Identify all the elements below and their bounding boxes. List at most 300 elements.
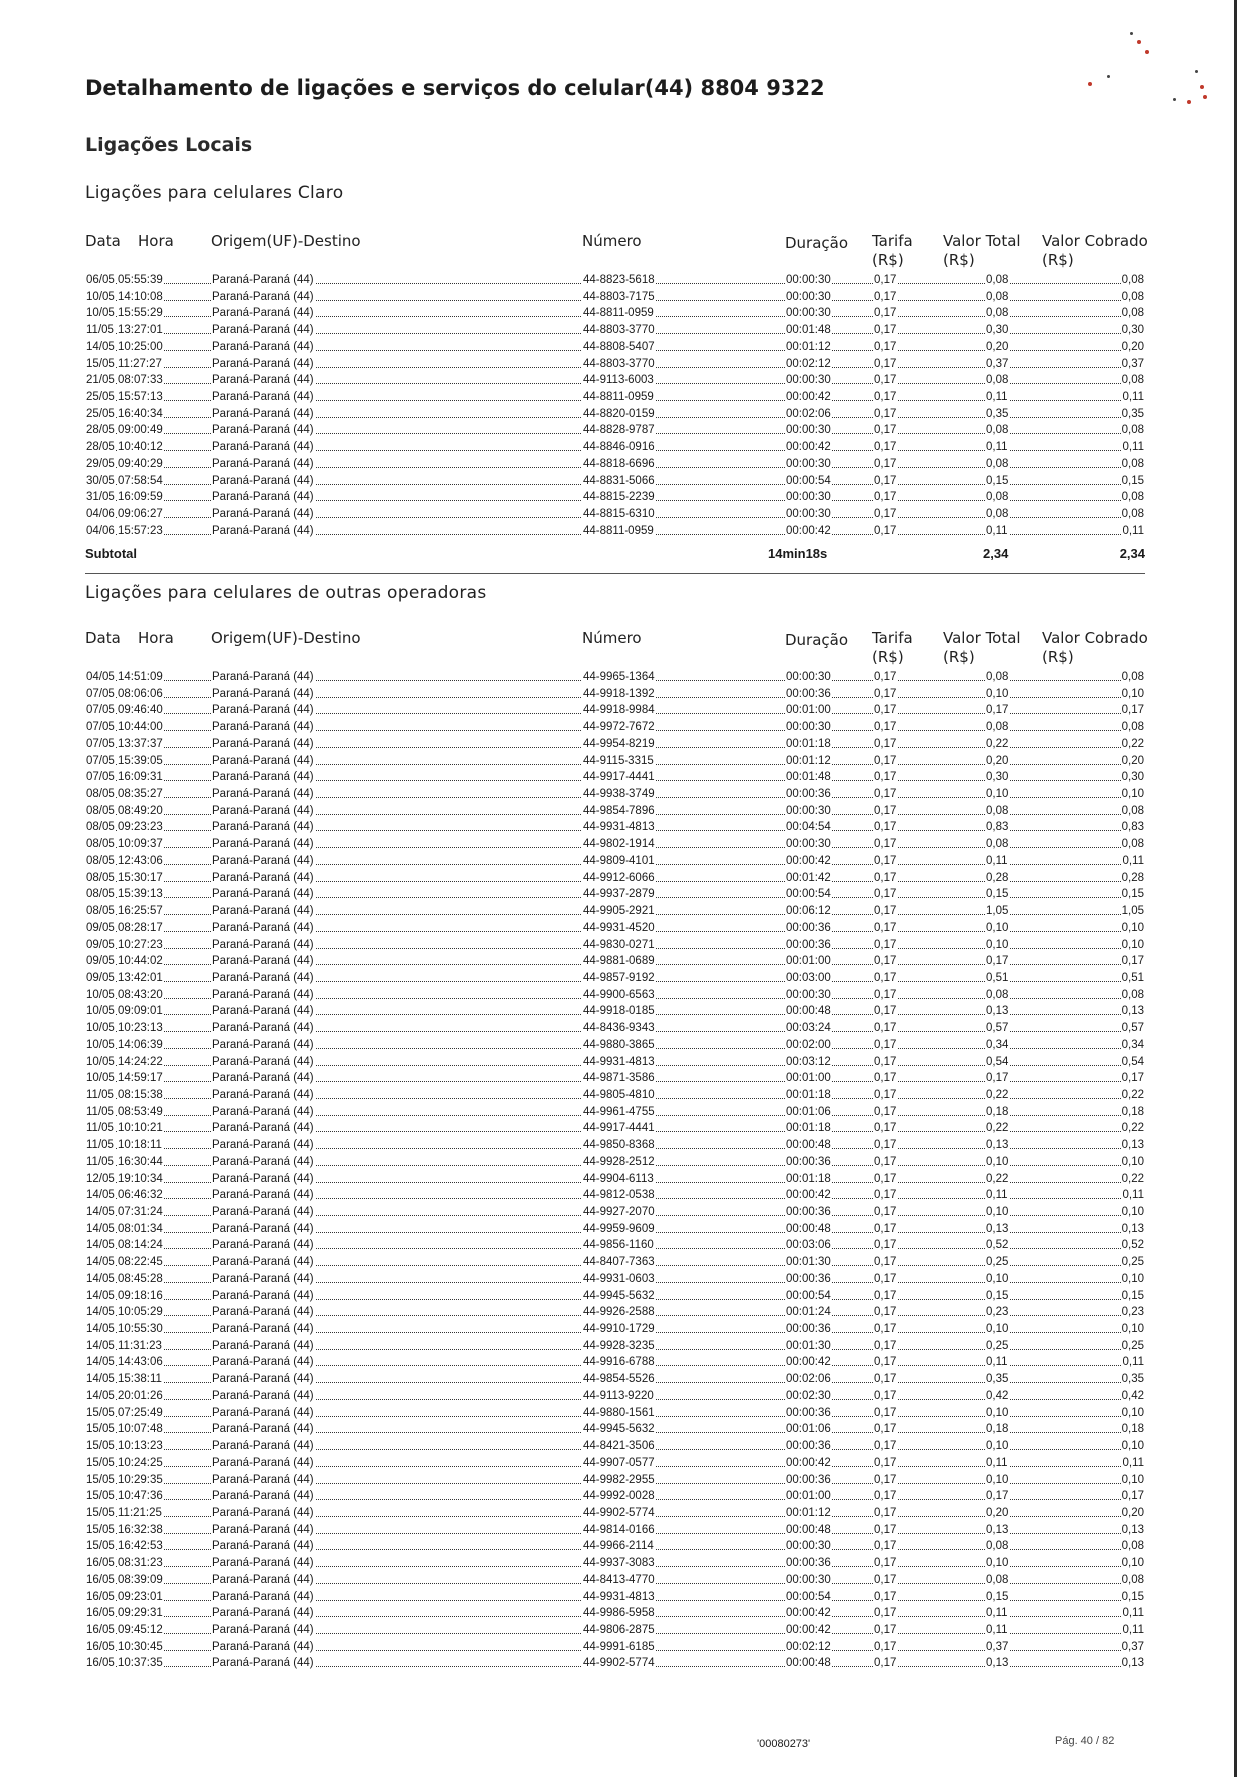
cell-vc: 0,10 bbox=[1121, 788, 1144, 801]
table-row bbox=[85, 1037, 1145, 1054]
cell-orig: Paraná-Paraná (44) bbox=[212, 290, 314, 303]
cell-vt: 0,17 bbox=[986, 955, 1009, 968]
table-row bbox=[85, 886, 1145, 903]
cell-vc: 0,18 bbox=[1121, 1423, 1144, 1436]
cell-orig: Paraná-Paraná (44) bbox=[212, 788, 314, 801]
table-row bbox=[85, 1572, 1145, 1589]
cell-data: 11/05 bbox=[86, 324, 114, 337]
table-row bbox=[85, 506, 1145, 523]
cell-dur: 00:00:42 bbox=[786, 441, 831, 454]
cell-orig: Paraná-Paraná (44) bbox=[212, 921, 314, 934]
cell-vc: 0,10 bbox=[1121, 1323, 1144, 1336]
cell-num: 44-9907-0577 bbox=[583, 1456, 655, 1469]
cell-orig: Paraná-Paraná (44) bbox=[212, 1189, 314, 1202]
table-row bbox=[85, 523, 1145, 540]
cell-orig: Paraná-Paraná (44) bbox=[212, 1490, 314, 1503]
cell-num: 44-8436-9343 bbox=[583, 1022, 655, 1035]
cell-data: 11/05 bbox=[86, 1105, 114, 1118]
cell-orig: Paraná-Paraná (44) bbox=[212, 1473, 314, 1486]
table-claro-title: Ligações para celulares Claro bbox=[85, 183, 344, 203]
cell-hora: 13:37:37 bbox=[118, 737, 163, 750]
cell-tar: 0,17 bbox=[874, 274, 897, 286]
cell-dur: 00:01:24 bbox=[786, 1306, 831, 1319]
cell-dur: 00:00:54 bbox=[786, 1289, 831, 1302]
cell-orig: Paraná-Paraná (44) bbox=[212, 905, 314, 918]
cell-dur: 00:01:30 bbox=[786, 1256, 831, 1269]
cell-data: 10/05 bbox=[86, 1005, 115, 1018]
cell-data: 16/05 bbox=[86, 1657, 115, 1670]
cell-num: 44-9900-6563 bbox=[583, 988, 655, 1001]
table-row bbox=[85, 753, 1145, 770]
cell-data: 29/05 bbox=[86, 457, 115, 470]
cell-hora: 07:31:24 bbox=[118, 1206, 163, 1218]
cell-num: 44-8831-5066 bbox=[583, 474, 655, 487]
cell-vc: 0,10 bbox=[1121, 1473, 1144, 1486]
cell-vc: 0,20 bbox=[1121, 1506, 1144, 1519]
cell-data: 10/05 bbox=[86, 1072, 115, 1085]
cell-dur: 00:01:00 bbox=[786, 704, 831, 717]
cell-dur: 00:03:12 bbox=[786, 1055, 831, 1068]
cell-vt: 0,34 bbox=[986, 1038, 1009, 1051]
cell-hora: 16:42:53 bbox=[118, 1540, 163, 1553]
cell-vc: 0,08 bbox=[1121, 988, 1144, 1001]
cell-tar: 0,17 bbox=[874, 671, 897, 683]
cell-tar: 0,17 bbox=[874, 1072, 897, 1085]
cell-vc: 0,13 bbox=[1121, 1657, 1144, 1670]
cell-hora: 10:13:23 bbox=[118, 1440, 163, 1453]
cell-vc: 0,13 bbox=[1121, 1222, 1144, 1235]
cell-vc: 0,10 bbox=[1121, 1406, 1144, 1419]
cell-vc: 0,13 bbox=[1121, 1005, 1144, 1018]
cell-vc: 0,22 bbox=[1121, 1088, 1144, 1101]
cell-data: 28/05 bbox=[86, 424, 115, 437]
cell-vc: 0,10 bbox=[1121, 1272, 1144, 1285]
cell-data: 07/05 bbox=[86, 721, 115, 734]
cell-data: 09/05 bbox=[86, 955, 115, 968]
cell-vt: 0,13 bbox=[986, 1657, 1009, 1670]
table-row bbox=[85, 1388, 1145, 1405]
cell-tar: 0,17 bbox=[874, 508, 897, 521]
cell-dur: 00:01:06 bbox=[786, 1105, 831, 1118]
cell-dur: 00:00:30 bbox=[786, 721, 831, 734]
cell-vc: 0,15 bbox=[1121, 1289, 1144, 1302]
cell-dur: 00:00:30 bbox=[786, 491, 831, 504]
cell-tar: 0,17 bbox=[874, 1289, 897, 1302]
cell-hora: 08:01:34 bbox=[118, 1222, 163, 1235]
cell-data: 11/05 bbox=[86, 1088, 114, 1101]
cell-orig: Paraná-Paraná (44) bbox=[212, 524, 314, 537]
cell-num: 44-8808-5407 bbox=[583, 340, 655, 353]
table-row bbox=[85, 322, 1145, 339]
cell-data: 04/05 bbox=[86, 671, 115, 683]
table-row bbox=[85, 473, 1145, 490]
cell-orig: Paraná-Paraná (44) bbox=[212, 1657, 314, 1670]
cell-tar: 0,17 bbox=[874, 407, 897, 420]
cell-hora: 16:25:57 bbox=[118, 905, 163, 918]
cell-tar: 0,17 bbox=[874, 441, 897, 454]
cell-vc: 0,57 bbox=[1121, 1022, 1144, 1035]
cell-data: 10/05 bbox=[86, 1022, 115, 1035]
cell-num: 44-9965-1364 bbox=[583, 671, 655, 683]
cell-vc: 0,08 bbox=[1121, 804, 1144, 817]
cell-dur: 00:01:00 bbox=[786, 1072, 831, 1085]
cell-tar: 0,17 bbox=[874, 1440, 897, 1453]
cell-tar: 0,17 bbox=[874, 1239, 897, 1252]
col-origem: Origem(UF)-Destino bbox=[211, 232, 361, 250]
cell-num: 44-9912-6066 bbox=[583, 871, 655, 884]
cell-orig: Paraná-Paraná (44) bbox=[212, 1389, 314, 1402]
cell-vt: 0,08 bbox=[986, 1540, 1009, 1553]
cell-tar: 0,17 bbox=[874, 1222, 897, 1235]
table-row bbox=[85, 1354, 1145, 1371]
cell-tar: 0,17 bbox=[874, 424, 897, 437]
table-row bbox=[85, 987, 1145, 1004]
cell-orig: Paraná-Paraná (44) bbox=[212, 1640, 314, 1653]
cell-data: 15/05 bbox=[86, 357, 115, 370]
cell-dur: 00:00:36 bbox=[786, 1155, 831, 1168]
cell-vc: 0,17 bbox=[1121, 1490, 1144, 1503]
cell-dur: 00:00:36 bbox=[786, 687, 831, 700]
cell-hora: 10:30:45 bbox=[118, 1640, 163, 1653]
cell-tar: 0,17 bbox=[874, 1172, 897, 1185]
cell-num: 44-9938-3749 bbox=[583, 788, 655, 801]
cell-num: 44-9802-1914 bbox=[583, 838, 655, 851]
cell-hora: 09:46:40 bbox=[118, 704, 163, 717]
cell-vc: 0,08 bbox=[1121, 721, 1144, 734]
cell-num: 44-9850-8368 bbox=[583, 1139, 655, 1152]
cell-vc: 0,23 bbox=[1121, 1306, 1144, 1319]
section-title: Ligações Locais bbox=[85, 134, 253, 156]
cell-data: 10/05 bbox=[86, 988, 115, 1001]
cell-vt: 0,17 bbox=[986, 1072, 1009, 1085]
cell-hora: 08:06:06 bbox=[118, 687, 163, 700]
cell-data: 08/05 bbox=[86, 871, 115, 884]
cell-num: 44-8803-7175 bbox=[583, 290, 655, 303]
cell-num: 44-9982-2955 bbox=[583, 1473, 655, 1486]
cell-data: 14/05 bbox=[86, 1373, 115, 1386]
table-row bbox=[85, 406, 1145, 423]
cell-vt: 0,13 bbox=[986, 1139, 1009, 1152]
cell-hora: 08:43:20 bbox=[118, 988, 163, 1001]
cell-tar: 0,17 bbox=[874, 971, 897, 984]
cell-data: 14/05 bbox=[86, 1389, 115, 1402]
cell-tar: 0,17 bbox=[874, 854, 897, 867]
cell-tar: 0,17 bbox=[874, 1323, 897, 1336]
cell-orig: Paraná-Paraná (44) bbox=[212, 491, 314, 504]
cell-num: 44-9931-4520 bbox=[583, 921, 655, 934]
cell-dur: 00:00:42 bbox=[786, 1456, 831, 1469]
cell-vc: 0,17 bbox=[1121, 1072, 1144, 1085]
cell-vt: 0,10 bbox=[986, 1323, 1009, 1336]
cell-tar: 0,17 bbox=[874, 1339, 897, 1352]
table-row bbox=[85, 1622, 1145, 1639]
cell-dur: 00:03:24 bbox=[786, 1022, 831, 1035]
cell-vc: 0,10 bbox=[1121, 1440, 1144, 1453]
cell-tar: 0,17 bbox=[874, 1139, 897, 1152]
cell-num: 44-9854-7896 bbox=[583, 804, 655, 817]
cell-vt: 0,15 bbox=[986, 1590, 1009, 1603]
cell-tar: 0,17 bbox=[874, 324, 897, 337]
cell-vc: 0,51 bbox=[1121, 971, 1144, 984]
cell-dur: 00:00:30 bbox=[786, 457, 831, 470]
cell-orig: Paraná-Paraná (44) bbox=[212, 888, 314, 901]
cell-vt: 0,23 bbox=[986, 1306, 1009, 1319]
cell-orig: Paraná-Paraná (44) bbox=[212, 1573, 314, 1586]
cell-orig: Paraná-Paraná (44) bbox=[212, 1155, 314, 1168]
cell-data: 14/05 bbox=[86, 1189, 115, 1202]
cell-hora: 15:57:13 bbox=[118, 391, 163, 404]
cell-hora: 09:23:23 bbox=[118, 821, 163, 834]
cell-tar: 0,17 bbox=[874, 838, 897, 851]
cell-hora: 08:53:49 bbox=[118, 1105, 163, 1118]
cell-vt: 0,11 bbox=[986, 1456, 1008, 1469]
cell-orig: Paraná-Paraná (44) bbox=[212, 671, 314, 683]
cell-vt: 0,10 bbox=[986, 1440, 1009, 1453]
cell-num: 44-8815-6310 bbox=[583, 508, 655, 521]
cell-num: 44-9805-4810 bbox=[583, 1088, 655, 1101]
cell-num: 44-8815-2239 bbox=[583, 491, 655, 504]
cell-orig: Paraná-Paraná (44) bbox=[212, 938, 314, 951]
cell-dur: 00:00:30 bbox=[786, 374, 831, 387]
cell-hora: 10:10:21 bbox=[118, 1122, 163, 1135]
cell-num: 44-9931-0603 bbox=[583, 1272, 655, 1285]
cell-orig: Paraná-Paraná (44) bbox=[212, 988, 314, 1001]
cell-vc: 0,35 bbox=[1121, 407, 1144, 420]
cell-num: 44-9856-1160 bbox=[583, 1239, 654, 1252]
cell-orig: Paraná-Paraná (44) bbox=[212, 1038, 314, 1051]
table-row bbox=[85, 1304, 1145, 1321]
cell-vc: 1,05 bbox=[1121, 905, 1144, 918]
cell-dur: 00:00:30 bbox=[786, 508, 831, 521]
cell-num: 44-9991-6185 bbox=[583, 1640, 655, 1653]
col-hora: Hora bbox=[138, 232, 174, 250]
cell-vt: 0,18 bbox=[986, 1423, 1009, 1436]
col-hora: Hora bbox=[138, 629, 174, 647]
cell-hora: 05:55:39 bbox=[118, 274, 163, 286]
cell-data: 11/05 bbox=[86, 1155, 114, 1168]
cell-vt: 0,10 bbox=[986, 921, 1009, 934]
cell-data: 25/05 bbox=[86, 391, 115, 404]
col-origem: Origem(UF)-Destino bbox=[211, 629, 361, 647]
cell-orig: Paraná-Paraná (44) bbox=[212, 821, 314, 834]
cell-data: 15/05 bbox=[86, 1473, 115, 1486]
cell-tar: 0,17 bbox=[874, 1306, 897, 1319]
cell-orig: Paraná-Paraná (44) bbox=[212, 1005, 314, 1018]
cell-data: 09/05 bbox=[86, 921, 115, 934]
cell-hora: 14:06:39 bbox=[118, 1038, 163, 1051]
cell-hora: 08:49:20 bbox=[118, 804, 163, 817]
cell-dur: 00:00:42 bbox=[786, 1189, 831, 1202]
cell-tar: 0,17 bbox=[874, 1456, 897, 1469]
cell-hora: 08:22:45 bbox=[118, 1256, 163, 1269]
cell-data: 04/06 bbox=[86, 508, 115, 521]
cell-hora: 14:59:17 bbox=[118, 1072, 163, 1085]
cell-dur: 00:00:42 bbox=[786, 854, 831, 867]
cell-hora: 20:01:26 bbox=[118, 1389, 163, 1402]
cell-vt: 0,35 bbox=[986, 407, 1009, 420]
cell-vc: 0,25 bbox=[1121, 1256, 1144, 1269]
cell-vt: 0,17 bbox=[986, 1490, 1009, 1503]
cell-vt: 0,11 bbox=[986, 441, 1008, 454]
cell-data: 12/05 bbox=[86, 1172, 115, 1185]
table-row bbox=[85, 1488, 1145, 1505]
table-row bbox=[85, 819, 1145, 836]
table-row bbox=[85, 305, 1145, 322]
cell-vc: 0,22 bbox=[1121, 1172, 1144, 1185]
cell-tar: 0,17 bbox=[874, 1406, 897, 1419]
cell-vc: 0,35 bbox=[1121, 1373, 1144, 1386]
cell-num: 44-8421-3506 bbox=[583, 1440, 655, 1453]
cell-hora: 10:27:23 bbox=[118, 938, 163, 951]
table-row bbox=[85, 903, 1145, 920]
cell-vt: 0,37 bbox=[986, 1640, 1009, 1653]
cell-dur: 00:00:42 bbox=[786, 391, 831, 404]
cell-vc: 0,11 bbox=[1122, 1607, 1144, 1620]
cell-tar: 0,17 bbox=[874, 1473, 897, 1486]
cell-num: 44-9954-8219 bbox=[583, 737, 655, 750]
cell-tar: 0,17 bbox=[874, 1490, 897, 1503]
cell-data: 15/05 bbox=[86, 1440, 115, 1453]
cell-num: 44-9113-6003 bbox=[583, 374, 654, 387]
cell-num: 44-8846-0916 bbox=[583, 441, 655, 454]
cell-data: 31/05 bbox=[86, 491, 115, 504]
cell-hora: 15:57:23 bbox=[118, 524, 163, 537]
cell-vt: 0,42 bbox=[986, 1389, 1009, 1402]
cell-tar: 0,17 bbox=[874, 1105, 897, 1118]
cell-data: 16/05 bbox=[86, 1590, 115, 1603]
cell-hora: 10:29:35 bbox=[118, 1473, 163, 1486]
cell-vt: 0,10 bbox=[986, 1272, 1009, 1285]
cell-dur: 00:03:06 bbox=[786, 1239, 831, 1252]
cell-orig: Paraná-Paraná (44) bbox=[212, 1623, 314, 1636]
cell-tar: 0,17 bbox=[874, 1055, 897, 1068]
table-row bbox=[85, 669, 1145, 686]
cell-data: 14/05 bbox=[86, 1356, 115, 1369]
cell-vc: 0,08 bbox=[1121, 307, 1144, 320]
cell-hora: 08:07:33 bbox=[118, 374, 163, 387]
table-outras-header bbox=[85, 629, 1148, 673]
cell-dur: 00:00:48 bbox=[786, 1523, 831, 1536]
table-row bbox=[85, 1421, 1145, 1438]
cell-data: 11/05 bbox=[86, 1139, 114, 1152]
cell-hora: 10:37:35 bbox=[118, 1657, 163, 1670]
table-row bbox=[85, 1137, 1145, 1154]
cell-orig: Paraná-Paraná (44) bbox=[212, 871, 314, 884]
cell-tar: 0,17 bbox=[874, 1389, 897, 1402]
cell-num: 44-8823-5618 bbox=[583, 274, 655, 286]
cell-tar: 0,17 bbox=[874, 491, 897, 504]
table-row bbox=[85, 1555, 1145, 1572]
cell-data: 14/05 bbox=[86, 1339, 115, 1352]
table-row bbox=[85, 686, 1145, 703]
cell-hora: 09:18:16 bbox=[118, 1289, 163, 1302]
brand-dots-decoration bbox=[1075, 30, 1235, 110]
cell-vt: 0,08 bbox=[986, 307, 1009, 320]
cell-num: 44-9904-6113 bbox=[583, 1172, 654, 1185]
cell-vc: 0,20 bbox=[1121, 340, 1144, 353]
cell-dur: 00:01:48 bbox=[786, 324, 831, 337]
subtotal-divider bbox=[85, 573, 1145, 574]
cell-vc: 0,11 bbox=[1122, 1623, 1144, 1636]
cell-vc: 0,42 bbox=[1121, 1389, 1144, 1402]
cell-num: 44-9854-5526 bbox=[583, 1373, 655, 1386]
cell-vt: 0,08 bbox=[986, 424, 1009, 437]
cell-vc: 0,08 bbox=[1121, 1573, 1144, 1586]
cell-vt: 0,25 bbox=[986, 1339, 1009, 1352]
cell-orig: Paraná-Paraná (44) bbox=[212, 754, 314, 767]
cell-dur: 00:01:18 bbox=[786, 737, 831, 750]
table-row bbox=[85, 702, 1145, 719]
cell-orig: Paraná-Paraná (44) bbox=[212, 324, 314, 337]
cell-dur: 00:00:36 bbox=[786, 938, 831, 951]
cell-num: 44-9928-2512 bbox=[583, 1155, 655, 1168]
cell-tar: 0,17 bbox=[874, 1607, 897, 1620]
cell-hora: 12:43:06 bbox=[118, 854, 163, 867]
table-row bbox=[85, 422, 1145, 439]
cell-num: 44-9937-2879 bbox=[583, 888, 655, 901]
cell-orig: Paraná-Paraná (44) bbox=[212, 1607, 314, 1620]
cell-vc: 0,08 bbox=[1121, 457, 1144, 470]
table-row bbox=[85, 769, 1145, 786]
cell-tar: 0,17 bbox=[874, 1506, 897, 1519]
cell-orig: Paraná-Paraná (44) bbox=[212, 441, 314, 454]
cell-num: 44-9812-0538 bbox=[583, 1189, 655, 1202]
cell-num: 44-9926-2588 bbox=[583, 1306, 655, 1319]
table-row bbox=[85, 356, 1145, 373]
cell-orig: Paraná-Paraná (44) bbox=[212, 374, 314, 387]
cell-data: 16/05 bbox=[86, 1623, 115, 1636]
cell-tar: 0,17 bbox=[874, 1557, 897, 1570]
cell-dur: 00:00:48 bbox=[786, 1222, 831, 1235]
cell-num: 44-9931-4813 bbox=[583, 821, 655, 834]
cell-orig: Paraná-Paraná (44) bbox=[212, 274, 314, 286]
cell-data: 08/05 bbox=[86, 838, 115, 851]
cell-data: 07/05 bbox=[86, 737, 115, 750]
cell-vc: 0,10 bbox=[1121, 1155, 1144, 1168]
cell-vt: 0,10 bbox=[986, 687, 1009, 700]
cell-data: 08/05 bbox=[86, 788, 115, 801]
cell-hora: 15:39:05 bbox=[118, 754, 163, 767]
cell-tar: 0,17 bbox=[874, 1206, 897, 1218]
cell-dur: 00:00:30 bbox=[786, 1573, 831, 1586]
cell-tar: 0,17 bbox=[874, 1038, 897, 1051]
cell-data: 11/05 bbox=[86, 1122, 114, 1135]
cell-data: 16/05 bbox=[86, 1573, 115, 1586]
page-title: Detalhamento de ligações e serviços do celular(44) 8804 9322 bbox=[85, 76, 825, 100]
cell-tar: 0,17 bbox=[874, 1623, 897, 1636]
table-row bbox=[85, 1237, 1145, 1254]
cell-dur: 00:01:30 bbox=[786, 1339, 831, 1352]
cell-vc: 0,10 bbox=[1121, 938, 1144, 951]
cell-orig: Paraná-Paraná (44) bbox=[212, 340, 314, 353]
cell-orig: Paraná-Paraná (44) bbox=[212, 1523, 314, 1536]
cell-vt: 0,08 bbox=[986, 508, 1009, 521]
cell-data: 15/05 bbox=[86, 1506, 115, 1519]
cell-vt: 0,08 bbox=[986, 374, 1009, 387]
subtotal-duracao: 14min18s bbox=[768, 546, 828, 561]
cell-data: 15/05 bbox=[86, 1523, 115, 1536]
cell-vc: 0,11 bbox=[1122, 441, 1144, 454]
cell-orig: Paraná-Paraná (44) bbox=[212, 971, 314, 984]
cell-orig: Paraná-Paraná (44) bbox=[212, 737, 314, 750]
cell-num: 44-9937-3083 bbox=[583, 1557, 655, 1570]
subtotal-label: Subtotal bbox=[85, 546, 137, 561]
col-valor-total: Valor Total (R$) bbox=[943, 232, 1021, 269]
cell-orig: Paraná-Paraná (44) bbox=[212, 424, 314, 437]
cell-hora: 10:44:00 bbox=[118, 721, 163, 734]
cell-hora: 09:00:49 bbox=[118, 424, 163, 437]
table-row bbox=[85, 1438, 1145, 1455]
